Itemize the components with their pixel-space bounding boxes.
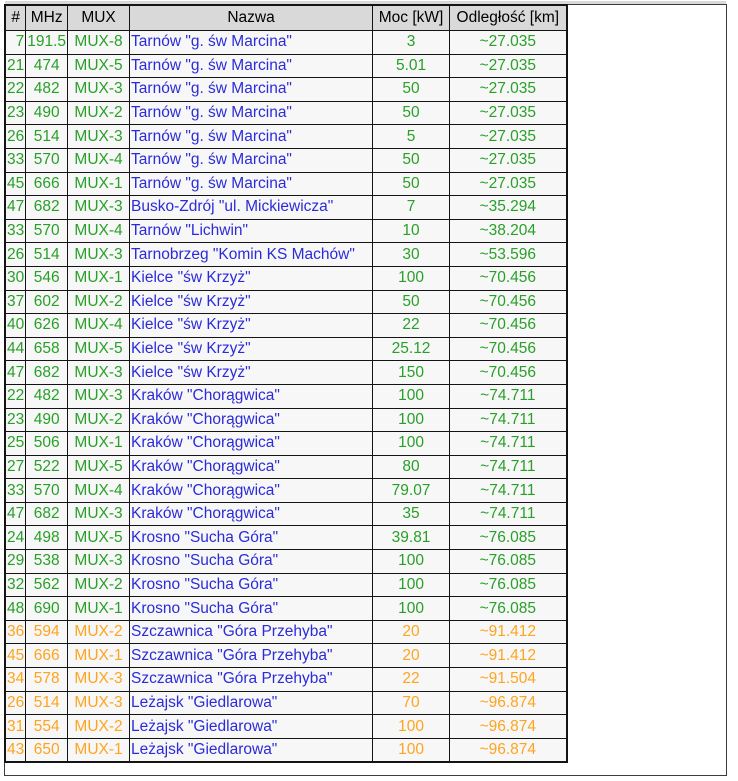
cell-moc: 50 bbox=[373, 101, 450, 125]
cell-mhz: 602 bbox=[26, 290, 68, 314]
cell-num: 44 bbox=[5, 337, 26, 361]
cell-mux: MUX-4 bbox=[68, 219, 130, 243]
cell-num: 47 bbox=[5, 196, 26, 220]
cell-num: 31 bbox=[5, 715, 26, 739]
cell-num: 23 bbox=[5, 408, 26, 432]
cell-moc: 7 bbox=[373, 196, 450, 220]
cell-nazwa: Krosno "Sucha Góra" bbox=[130, 526, 373, 550]
cell-moc: 100 bbox=[373, 384, 450, 408]
cell-odl: ~70.456 bbox=[450, 361, 567, 385]
cell-mhz: 626 bbox=[26, 314, 68, 338]
cell-nazwa: Tarnów "Lichwin" bbox=[130, 219, 373, 243]
cell-mux: MUX-1 bbox=[68, 432, 130, 456]
cell-num: 26 bbox=[5, 243, 26, 267]
cell-moc: 100 bbox=[373, 715, 450, 739]
cell-mux: MUX-2 bbox=[68, 620, 130, 644]
cell-moc: 100 bbox=[373, 573, 450, 597]
cell-mhz: 482 bbox=[26, 78, 68, 102]
cell-nazwa: Kielce "św Krzyż" bbox=[130, 337, 373, 361]
cell-nazwa: Leżajsk "Giedlarowa" bbox=[130, 691, 373, 715]
cell-num: 22 bbox=[5, 384, 26, 408]
cell-num: 7 bbox=[5, 31, 26, 55]
cell-nazwa: Szczawnica "Góra Przehyba" bbox=[130, 620, 373, 644]
column-header-mux: MUX bbox=[68, 5, 130, 31]
cell-mhz: 658 bbox=[26, 337, 68, 361]
cell-nazwa: Tarnów "g. św Marcina" bbox=[130, 148, 373, 172]
cell-num: 22 bbox=[5, 78, 26, 102]
cell-num: 29 bbox=[5, 550, 26, 574]
cell-mhz: 514 bbox=[26, 691, 68, 715]
cell-nazwa: Tarnów "g. św Marcina" bbox=[130, 125, 373, 149]
cell-odl: ~70.456 bbox=[450, 266, 567, 290]
cell-mux: MUX-3 bbox=[68, 196, 130, 220]
cell-mux: MUX-4 bbox=[68, 148, 130, 172]
cell-moc: 50 bbox=[373, 172, 450, 196]
table-row bbox=[5, 31, 567, 55]
cell-odl: ~70.456 bbox=[450, 337, 567, 361]
cell-mux: MUX-1 bbox=[68, 597, 130, 621]
cell-odl: ~27.035 bbox=[450, 78, 567, 102]
cell-mhz: 578 bbox=[26, 668, 68, 692]
cell-moc: 30 bbox=[373, 243, 450, 267]
table-row bbox=[5, 573, 567, 597]
column-header-mhz: MHz bbox=[26, 5, 68, 31]
cell-nazwa: Leżajsk "Giedlarowa" bbox=[130, 715, 373, 739]
cell-num: 24 bbox=[5, 526, 26, 550]
table-row bbox=[5, 337, 567, 361]
table-row bbox=[5, 243, 567, 267]
column-header-number: # bbox=[5, 5, 26, 31]
cell-nazwa: Tarnów "g. św Marcina" bbox=[130, 54, 373, 78]
table-row bbox=[5, 54, 567, 78]
cell-mhz: 682 bbox=[26, 361, 68, 385]
table-row bbox=[5, 172, 567, 196]
cell-odl: ~74.711 bbox=[450, 384, 567, 408]
cell-odl: ~74.711 bbox=[450, 479, 567, 503]
cell-odl: ~91.412 bbox=[450, 644, 567, 668]
table-row bbox=[5, 196, 567, 220]
cell-odl: ~76.085 bbox=[450, 526, 567, 550]
cell-odl: ~35.294 bbox=[450, 196, 567, 220]
cell-nazwa: Tarnów "g. św Marcina" bbox=[130, 101, 373, 125]
cell-nazwa: Tarnów "g. św Marcina" bbox=[130, 31, 373, 55]
cell-mux: MUX-2 bbox=[68, 573, 130, 597]
cell-odl: ~70.456 bbox=[450, 314, 567, 338]
cell-moc: 80 bbox=[373, 455, 450, 479]
cell-odl: ~27.035 bbox=[450, 172, 567, 196]
cell-nazwa: Kielce "św Krzyż" bbox=[130, 266, 373, 290]
cell-num: 26 bbox=[5, 691, 26, 715]
column-header-distance: Odległość [km] bbox=[450, 5, 567, 31]
cell-odl: ~38.204 bbox=[450, 219, 567, 243]
cell-mhz: 666 bbox=[26, 172, 68, 196]
cell-moc: 20 bbox=[373, 620, 450, 644]
cell-mux: MUX-3 bbox=[68, 78, 130, 102]
cell-moc: 25.12 bbox=[373, 337, 450, 361]
table-row bbox=[5, 361, 567, 385]
cell-mhz: 514 bbox=[26, 125, 68, 149]
cell-odl: ~74.711 bbox=[450, 455, 567, 479]
cell-moc: 22 bbox=[373, 314, 450, 338]
cell-mhz: 514 bbox=[26, 243, 68, 267]
cell-odl: ~96.874 bbox=[450, 691, 567, 715]
cell-mux: MUX-5 bbox=[68, 526, 130, 550]
cell-nazwa: Kielce "św Krzyż" bbox=[130, 361, 373, 385]
cell-num: 43 bbox=[5, 738, 26, 762]
table-row bbox=[5, 148, 567, 172]
cell-num: 26 bbox=[5, 125, 26, 149]
cell-mhz: 474 bbox=[26, 54, 68, 78]
cell-mux: MUX-8 bbox=[68, 31, 130, 55]
cell-mux: MUX-3 bbox=[68, 384, 130, 408]
cell-moc: 100 bbox=[373, 550, 450, 574]
cell-moc: 100 bbox=[373, 432, 450, 456]
cell-mux: MUX-5 bbox=[68, 54, 130, 78]
cell-mux: MUX-5 bbox=[68, 337, 130, 361]
cell-moc: 100 bbox=[373, 738, 450, 762]
cell-mux: MUX-4 bbox=[68, 314, 130, 338]
cell-odl: ~91.504 bbox=[450, 668, 567, 692]
table-row bbox=[5, 479, 567, 503]
cell-mhz: 570 bbox=[26, 479, 68, 503]
table-row bbox=[5, 597, 567, 621]
cell-mux: MUX-3 bbox=[68, 361, 130, 385]
cell-nazwa: Kraków "Chorągwica" bbox=[130, 455, 373, 479]
cell-mux: MUX-3 bbox=[68, 125, 130, 149]
cell-num: 47 bbox=[5, 361, 26, 385]
cell-moc: 150 bbox=[373, 361, 450, 385]
cell-mux: MUX-5 bbox=[68, 455, 130, 479]
cell-moc: 100 bbox=[373, 597, 450, 621]
cell-num: 36 bbox=[5, 620, 26, 644]
cell-mhz: 554 bbox=[26, 715, 68, 739]
cell-odl: ~91.412 bbox=[450, 620, 567, 644]
table-row bbox=[5, 101, 567, 125]
cell-mux: MUX-2 bbox=[68, 408, 130, 432]
cell-mux: MUX-2 bbox=[68, 715, 130, 739]
cell-moc: 5 bbox=[373, 125, 450, 149]
cell-num: 27 bbox=[5, 455, 26, 479]
cell-num: 45 bbox=[5, 644, 26, 668]
cell-moc: 50 bbox=[373, 148, 450, 172]
table-row bbox=[5, 526, 567, 550]
cell-num: 21 bbox=[5, 54, 26, 78]
cell-nazwa: Tarnów "g. św Marcina" bbox=[130, 78, 373, 102]
cell-moc: 5.01 bbox=[373, 54, 450, 78]
cell-odl: ~27.035 bbox=[450, 31, 567, 55]
table-row bbox=[5, 668, 567, 692]
cell-mhz: 594 bbox=[26, 620, 68, 644]
cell-nazwa: Szczawnica "Góra Przehyba" bbox=[130, 644, 373, 668]
cell-nazwa: Kraków "Chorągwica" bbox=[130, 432, 373, 456]
cell-odl: ~96.874 bbox=[450, 738, 567, 762]
table-row bbox=[5, 290, 567, 314]
cell-mux: MUX-3 bbox=[68, 243, 130, 267]
cell-odl: ~76.085 bbox=[450, 550, 567, 574]
cell-mhz: 191.5 bbox=[26, 31, 68, 55]
table-row bbox=[5, 432, 567, 456]
cell-moc: 100 bbox=[373, 266, 450, 290]
cell-num: 48 bbox=[5, 597, 26, 621]
table-row bbox=[5, 408, 567, 432]
cell-mhz: 690 bbox=[26, 597, 68, 621]
cell-num: 45 bbox=[5, 172, 26, 196]
cell-nazwa: Kraków "Chorągwica" bbox=[130, 384, 373, 408]
cell-mux: MUX-4 bbox=[68, 479, 130, 503]
cell-mux: MUX-1 bbox=[68, 738, 130, 762]
cell-mhz: 682 bbox=[26, 502, 68, 526]
cell-mux: MUX-1 bbox=[68, 172, 130, 196]
cell-mhz: 522 bbox=[26, 455, 68, 479]
table-row bbox=[5, 219, 567, 243]
cell-mhz: 570 bbox=[26, 148, 68, 172]
cell-mux: MUX-3 bbox=[68, 502, 130, 526]
cell-mux: MUX-3 bbox=[68, 668, 130, 692]
cell-num: 23 bbox=[5, 101, 26, 125]
cell-moc: 22 bbox=[373, 668, 450, 692]
cell-moc: 39.81 bbox=[373, 526, 450, 550]
cell-mux: MUX-1 bbox=[68, 644, 130, 668]
table-row bbox=[5, 78, 567, 102]
cell-num: 30 bbox=[5, 266, 26, 290]
table-body bbox=[5, 31, 567, 763]
cell-odl: ~76.085 bbox=[450, 597, 567, 621]
cell-odl: ~27.035 bbox=[450, 54, 567, 78]
cell-odl: ~74.711 bbox=[450, 432, 567, 456]
cell-nazwa: Tarnobrzeg "Komin KS Machów" bbox=[130, 243, 373, 267]
cell-moc: 10 bbox=[373, 219, 450, 243]
cell-mhz: 666 bbox=[26, 644, 68, 668]
cell-num: 25 bbox=[5, 432, 26, 456]
cell-nazwa: Krosno "Sucha Góra" bbox=[130, 573, 373, 597]
cell-num: 40 bbox=[5, 314, 26, 338]
cell-odl: ~76.085 bbox=[450, 573, 567, 597]
cell-nazwa: Krosno "Sucha Góra" bbox=[130, 597, 373, 621]
table-row bbox=[5, 620, 567, 644]
table-row bbox=[5, 502, 567, 526]
cell-odl: ~70.456 bbox=[450, 290, 567, 314]
cell-mhz: 498 bbox=[26, 526, 68, 550]
cell-num: 34 bbox=[5, 668, 26, 692]
table-row bbox=[5, 691, 567, 715]
cell-nazwa: Leżajsk "Giedlarowa" bbox=[130, 738, 373, 762]
table-row bbox=[5, 266, 567, 290]
transmitter-table bbox=[4, 4, 568, 763]
cell-odl: ~74.711 bbox=[450, 408, 567, 432]
cell-mux: MUX-3 bbox=[68, 691, 130, 715]
cell-nazwa: Kraków "Chorągwica" bbox=[130, 502, 373, 526]
table-row bbox=[5, 644, 567, 668]
cell-nazwa: Kielce "św Krzyż" bbox=[130, 290, 373, 314]
cell-num: 33 bbox=[5, 479, 26, 503]
table-row bbox=[5, 455, 567, 479]
cell-mux: MUX-1 bbox=[68, 266, 130, 290]
cell-nazwa: Busko-Zdrój "ul. Mickiewicza" bbox=[130, 196, 373, 220]
cell-mux: MUX-3 bbox=[68, 550, 130, 574]
cell-moc: 70 bbox=[373, 691, 450, 715]
cell-nazwa: Kraków "Chorągwica" bbox=[130, 408, 373, 432]
cell-mhz: 562 bbox=[26, 573, 68, 597]
cell-nazwa: Szczawnica "Góra Przehyba" bbox=[130, 668, 373, 692]
cell-nazwa: Kielce "św Krzyż" bbox=[130, 314, 373, 338]
cell-nazwa: Krosno "Sucha Góra" bbox=[130, 550, 373, 574]
cell-mhz: 490 bbox=[26, 101, 68, 125]
cell-nazwa: Kraków "Chorągwica" bbox=[130, 479, 373, 503]
cell-mhz: 482 bbox=[26, 384, 68, 408]
header-row bbox=[5, 5, 567, 31]
cell-moc: 50 bbox=[373, 78, 450, 102]
table-row bbox=[5, 738, 567, 762]
table-row bbox=[5, 715, 567, 739]
table-row bbox=[5, 314, 567, 338]
cell-moc: 20 bbox=[373, 644, 450, 668]
cell-moc: 35 bbox=[373, 502, 450, 526]
cell-num: 32 bbox=[5, 573, 26, 597]
cell-mhz: 546 bbox=[26, 266, 68, 290]
cell-odl: ~27.035 bbox=[450, 148, 567, 172]
cell-odl: ~53.596 bbox=[450, 243, 567, 267]
cell-mhz: 682 bbox=[26, 196, 68, 220]
column-header-power: Moc [kW] bbox=[373, 5, 450, 31]
cell-odl: ~27.035 bbox=[450, 101, 567, 125]
table-row bbox=[5, 384, 567, 408]
cell-moc: 79.07 bbox=[373, 479, 450, 503]
cell-moc: 3 bbox=[373, 31, 450, 55]
column-header-name: Nazwa bbox=[130, 5, 373, 31]
table-row bbox=[5, 550, 567, 574]
cell-num: 37 bbox=[5, 290, 26, 314]
cell-odl: ~27.035 bbox=[450, 125, 567, 149]
cell-mux: MUX-2 bbox=[68, 290, 130, 314]
cell-mhz: 506 bbox=[26, 432, 68, 456]
cell-nazwa: Tarnów "g. św Marcina" bbox=[130, 172, 373, 196]
cell-moc: 50 bbox=[373, 290, 450, 314]
cell-moc: 100 bbox=[373, 408, 450, 432]
cell-odl: ~96.874 bbox=[450, 715, 567, 739]
cell-odl: ~74.711 bbox=[450, 502, 567, 526]
cell-mhz: 490 bbox=[26, 408, 68, 432]
cell-num: 33 bbox=[5, 219, 26, 243]
table-row bbox=[5, 125, 567, 149]
cell-mhz: 538 bbox=[26, 550, 68, 574]
cell-mhz: 570 bbox=[26, 219, 68, 243]
cell-num: 33 bbox=[5, 148, 26, 172]
cell-mhz: 650 bbox=[26, 738, 68, 762]
cell-mux: MUX-2 bbox=[68, 101, 130, 125]
cell-num: 47 bbox=[5, 502, 26, 526]
